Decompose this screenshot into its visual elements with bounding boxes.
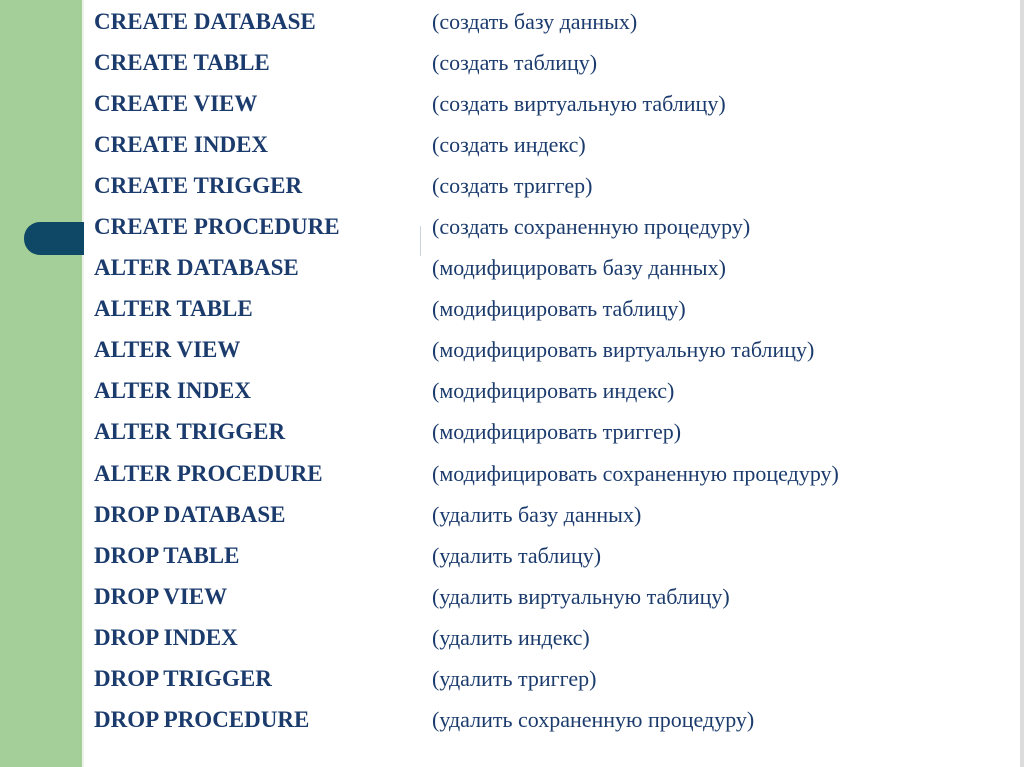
left-bar-divider (82, 0, 84, 767)
sql-command: DROP VIEW (94, 583, 228, 609)
sql-command: ALTER INDEX (94, 378, 252, 404)
command-description: (создать базу данных) (432, 8, 638, 34)
sql-command: ALTER VIEW (94, 337, 241, 363)
list-item (94, 371, 994, 412)
list-item (94, 453, 994, 494)
sql-command-list (94, 1, 994, 741)
command-description: (модифицировать виртуальную таблицу) (432, 337, 815, 363)
sql-command: CREATE DATABASE (94, 8, 316, 34)
list-item (94, 700, 994, 741)
sql-command: DROP INDEX (94, 624, 238, 650)
list-item (94, 83, 994, 124)
command-description: (модифицировать базу данных) (432, 255, 726, 281)
list-item (94, 617, 994, 658)
command-description: (удалить таблицу) (432, 542, 602, 568)
command-description: (удалить индекс) (432, 624, 590, 650)
list-item (94, 535, 994, 576)
sql-command: CREATE VIEW (94, 90, 258, 116)
sql-command: ALTER DATABASE (94, 255, 299, 281)
sql-command: ALTER TRIGGER (94, 419, 286, 445)
sql-command: ALTER PROCEDURE (94, 460, 323, 486)
list-item (94, 412, 994, 453)
list-item (94, 248, 994, 289)
sql-command: CREATE TRIGGER (94, 172, 303, 198)
list-item (94, 576, 994, 617)
command-description: (создать триггер) (432, 172, 593, 198)
command-description: (создать индекс) (432, 131, 586, 157)
left-decorative-bar (0, 0, 82, 767)
list-item (94, 1, 994, 42)
sql-command: DROP DATABASE (94, 501, 286, 527)
command-description: (создать виртуальную таблицу) (432, 90, 726, 116)
command-description: (модифицировать триггер) (432, 419, 682, 445)
command-description: (удалить триггер) (432, 666, 597, 692)
list-item (94, 289, 994, 330)
sql-command: DROP PROCEDURE (94, 707, 310, 733)
command-description: (удалить базу данных) (432, 501, 642, 527)
list-item (94, 124, 994, 165)
command-description: (удалить виртуальную таблицу) (432, 583, 730, 609)
sql-command: CREATE INDEX (94, 131, 269, 157)
command-description: (модифицировать таблицу) (432, 296, 686, 322)
list-item (94, 206, 994, 247)
command-description: (модифицировать индекс) (432, 378, 675, 404)
list-item (94, 42, 994, 83)
command-description: (создать таблицу) (432, 49, 598, 75)
command-description: (создать сохраненную процедуру) (432, 214, 751, 240)
command-description: (удалить сохраненную процедуру) (432, 707, 755, 733)
right-edge-strip (1020, 0, 1024, 767)
list-item (94, 494, 994, 535)
command-description: (модифицировать сохраненную процедуру) (432, 460, 839, 486)
sql-command: CREATE TABLE (94, 49, 270, 75)
sql-command: DROP TABLE (94, 542, 240, 568)
sql-command: CREATE PROCEDURE (94, 214, 340, 240)
list-item (94, 165, 994, 206)
sql-command: DROP TRIGGER (94, 666, 272, 692)
tab-accent-shape (24, 222, 84, 255)
list-item (94, 659, 994, 700)
list-item (94, 330, 994, 371)
sql-command: ALTER TABLE (94, 296, 253, 322)
